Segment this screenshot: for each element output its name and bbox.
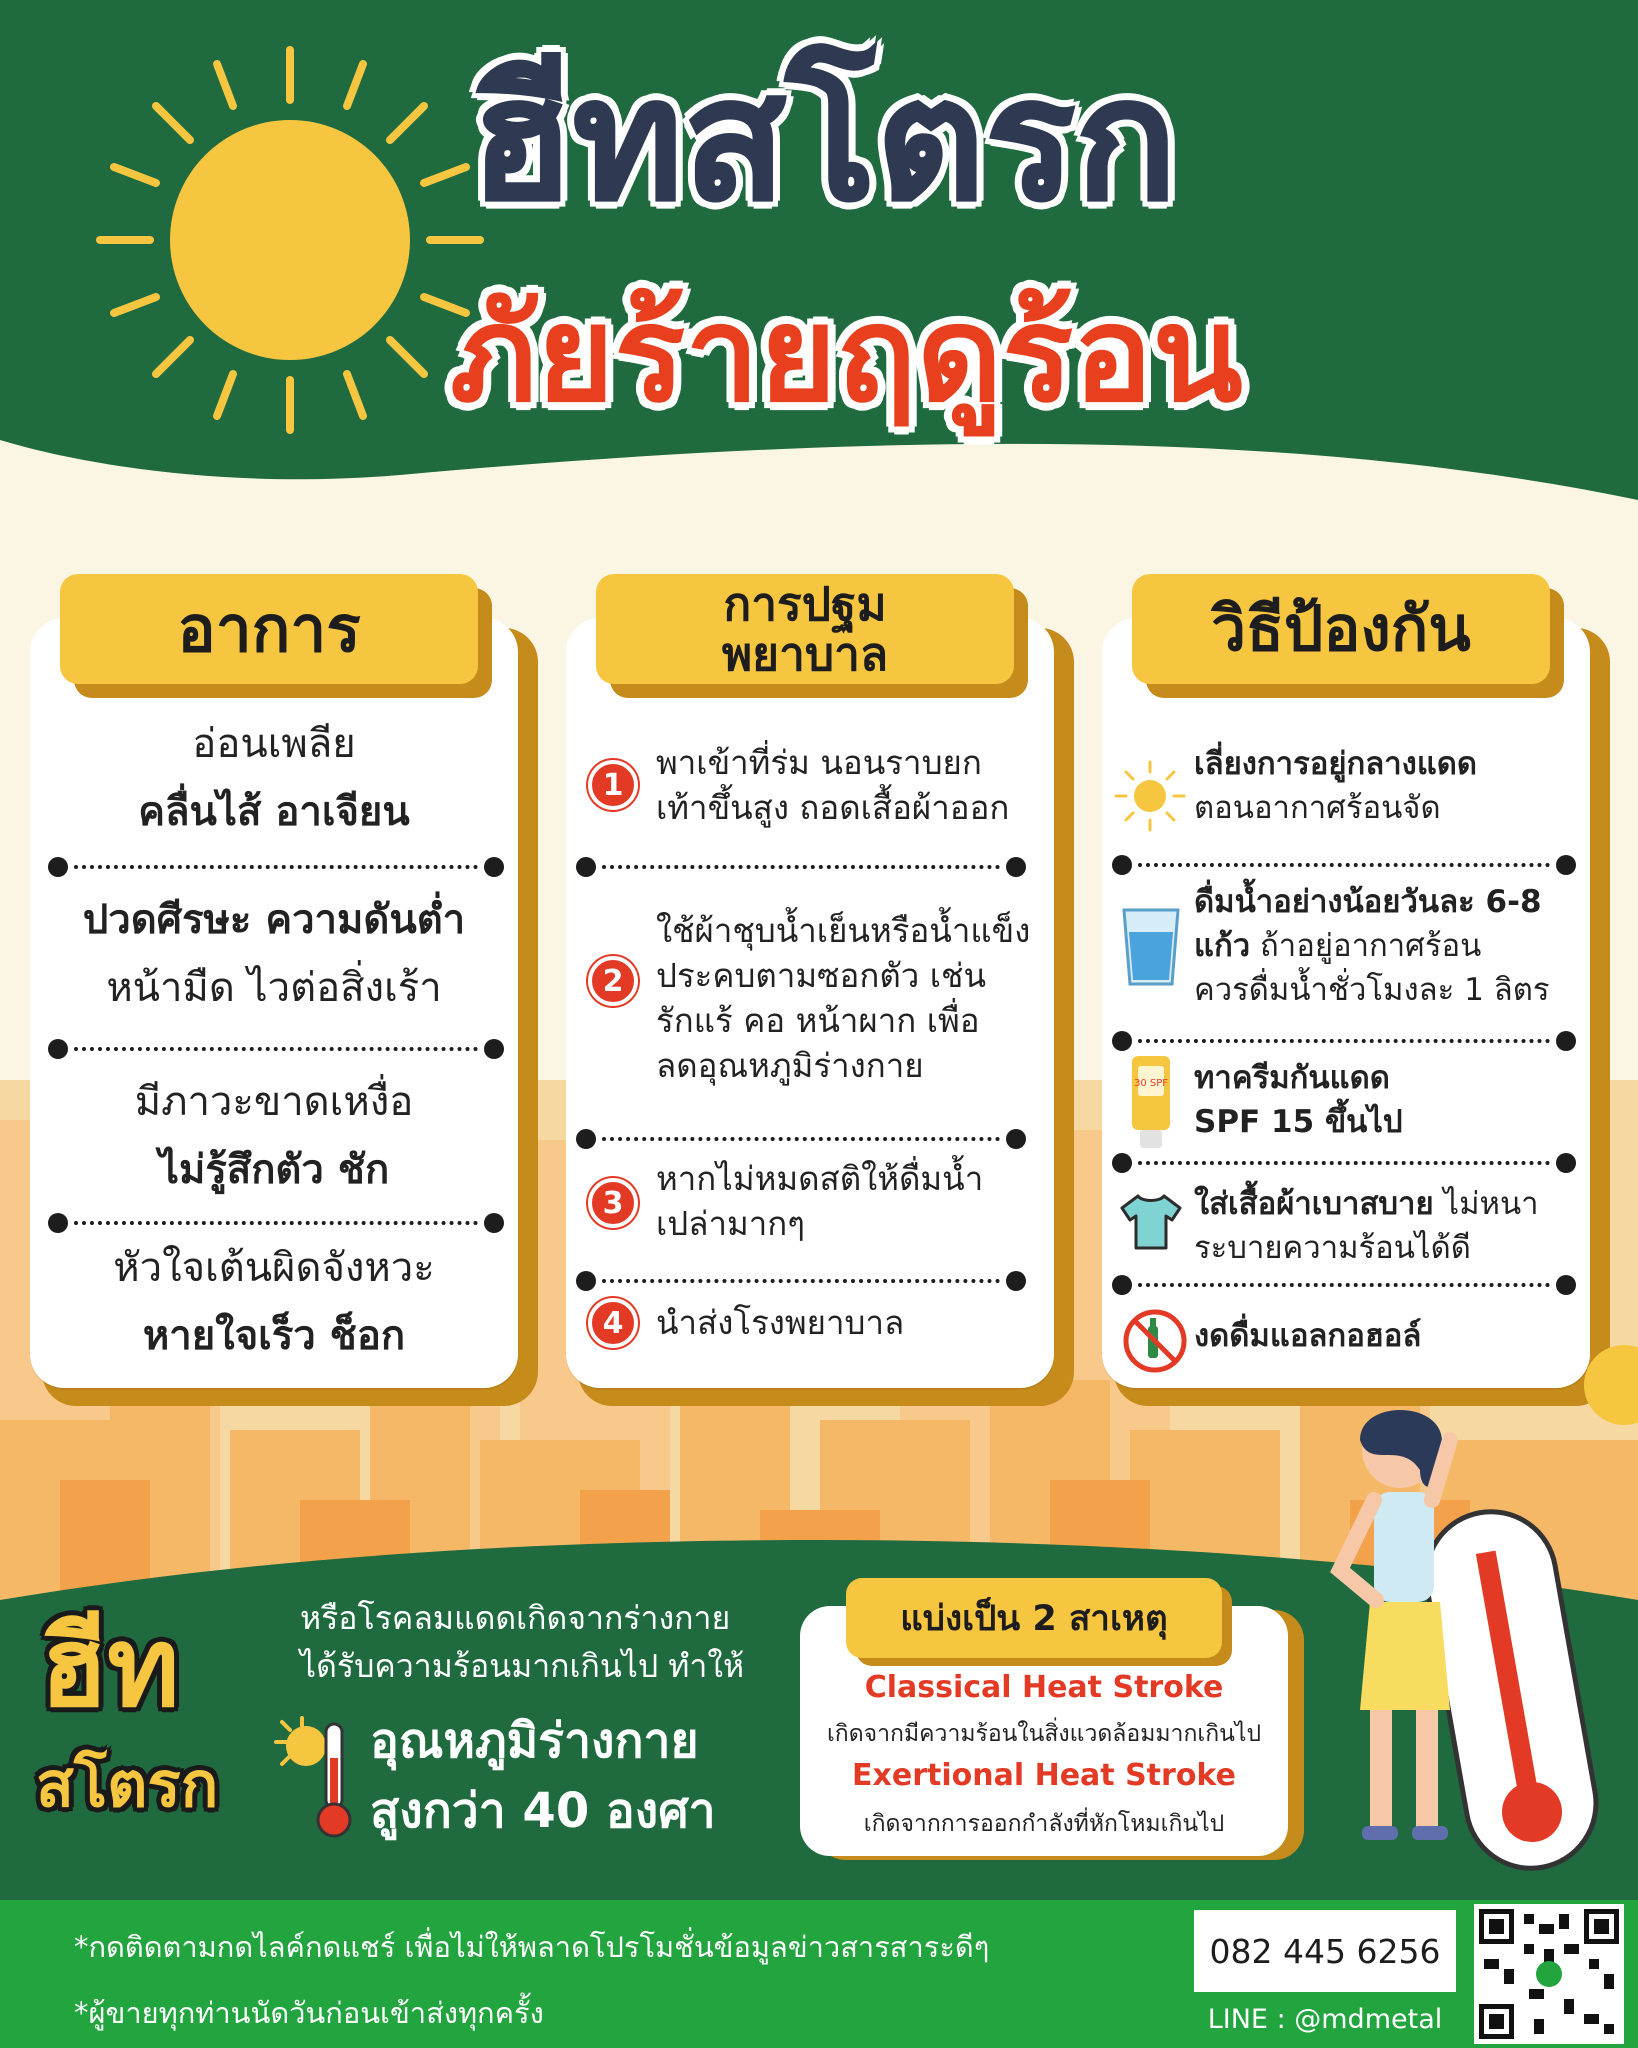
cause-title: Exertional Heat Stroke (852, 1758, 1236, 1793)
symptom-line-bold: หายใจเร็ว ช็อก (142, 1313, 406, 1359)
divider (576, 1128, 1026, 1150)
symptom-group (30, 710, 518, 846)
step-text: หากไม่หมดสติให้ดื่มน้ำ (656, 1159, 984, 1198)
step-number-badge: 4 (588, 1298, 638, 1348)
sunscreen-icon (1128, 1052, 1174, 1152)
step-text: ประคบตามซอกตัว เช่น (656, 956, 987, 995)
temperature-text (370, 1706, 790, 1846)
prevention-item (1194, 880, 1594, 1012)
cause-description: เกิดจากการออกกำลังที่หักโหมเกินไป (863, 1811, 1225, 1837)
divider (576, 856, 1026, 878)
prevention-bold: ดื่มน้ำอย่างน้อยวันละ 6-8 (1194, 884, 1542, 920)
first-aid-step (656, 908, 1056, 1088)
divider (1112, 854, 1576, 876)
prevention-item (1194, 1056, 1584, 1144)
sun-icon (90, 40, 490, 440)
woman-thermometer-illustration (1300, 1380, 1638, 1880)
prevention-text: ตอนอากาศร้อนจัด (1194, 790, 1441, 826)
first-aid-heading-line: พยาบาล (721, 627, 889, 681)
no-alcohol-icon (1122, 1308, 1188, 1374)
symptom-line: มีภาวะขาดเหงื่อ (134, 1079, 414, 1125)
symptom-line-bold: คลื่นไส้ อาเจียน (138, 789, 410, 835)
prevention-bold: ใส่เสื้อผ้าเบาสบาย (1194, 1186, 1434, 1222)
temperature-line: สูงกว่า 40 องศา (370, 1783, 716, 1839)
first-aid-step (656, 1300, 1056, 1345)
footer-note: *ผู้ขายทุกท่านนัดวันก่อนเข้าส่งทุกครั้ง (74, 1996, 544, 2030)
footer-note: *กดติดตามกดไลค์กดแชร์ เพื่อไม่ให้พลาดโปรโมชั่นข้อมูลข่าวสารสาระดีๆ (74, 1930, 990, 1964)
symptom-group (30, 1234, 518, 1370)
first-aid-heading-line: การปฐม (723, 577, 887, 631)
first-aid-step (656, 740, 1056, 830)
step-text: ลดอุณหภูมิร่างกาย (656, 1046, 924, 1085)
divider (48, 856, 504, 878)
prevention-text: ถ้าอยู่อากาศร้อน (1250, 928, 1482, 964)
symptom-line: หัวใจเต้นผิดจังหวะ (113, 1245, 435, 1291)
page-subtitle: ภัยร้ายฤดูร้อน (450, 278, 1243, 432)
line-id[interactable]: LINE : @mdmetal (1207, 2003, 1443, 2035)
symptom-line: อ่อนเพลีย (192, 721, 356, 767)
heat-word: ฮีท (40, 1603, 180, 1731)
description-line: ได้รับความร้อนมากเกินไป ทำให้ (300, 1647, 745, 1685)
cause-title: Classical Heat Stroke (864, 1670, 1224, 1705)
symptom-line: หน้ามืด ไวต่อสิ่งเร้า (106, 965, 442, 1011)
sun-icon (1112, 758, 1188, 834)
symptom-group (30, 886, 518, 1022)
prevention-bold: งดดื่มแอลกอฮอล์ (1194, 1318, 1422, 1354)
prevention-bold: แก้ว (1194, 928, 1251, 964)
divider (576, 1270, 1026, 1292)
prevention-bold: SPF 15 ขึ้นไป (1194, 1104, 1403, 1140)
step-number-badge: 3 (588, 1178, 638, 1228)
step-text: ใช้ผ้าชุบน้ำเย็นหรือน้ำแข็ง (656, 911, 1031, 950)
prevention-item (1194, 1314, 1584, 1358)
water-glass-icon (1120, 906, 1182, 988)
step-text: นำส่งโรงพยาบาล (656, 1303, 905, 1342)
prevention-text: ระบายความร้อนได้ดี (1194, 1230, 1471, 1266)
divider (48, 1038, 504, 1060)
tshirt-icon (1118, 1192, 1184, 1252)
cause-description: เกิดจากมีความร้อนในสิ่งแวดล้อมมากเกินไป (826, 1721, 1262, 1747)
divider (1112, 1030, 1576, 1052)
page-title: ฮีทสโตรก (470, 42, 1178, 238)
first-aid-heading (596, 574, 1014, 684)
phone-number[interactable]: 082 445 6256 (1194, 1910, 1456, 1992)
temperature-line: อุณหภูมิร่างกาย (370, 1713, 699, 1769)
divider (1112, 1274, 1576, 1296)
prevention-bold: เลี่ยงการอยู่กลางแดด (1194, 746, 1478, 782)
step-text: เปล่ามากๆ (656, 1204, 805, 1243)
prevention-item (1194, 1182, 1594, 1270)
step-number-badge: 2 (588, 956, 638, 1006)
step-text: พาเข้าที่ร่ม นอนราบยก (656, 743, 982, 782)
prevention-bold: ทาครีมกันแดด (1194, 1060, 1390, 1096)
stroke-word: สโตรก (36, 1748, 219, 1821)
description-line: หรือโรคลมแดดเกิดจากร่างกาย (300, 1599, 731, 1637)
divider (1112, 1152, 1576, 1174)
prevention-item (1194, 742, 1584, 830)
step-number-badge: 1 (588, 760, 638, 810)
prevention-text: ควรดื่มน้ำชั่วโมงละ 1 ลิตร (1194, 972, 1550, 1008)
thermometer-sun-icon (272, 1712, 372, 1842)
symptom-group (30, 1068, 518, 1204)
symptom-line-bold: ปวดศีรษะ ความดันต่ำ (82, 897, 466, 943)
prevention-heading: วิธีป้องกัน (1132, 574, 1550, 684)
step-text: เท้าขึ้นสูง ถอดเสื้อผ้าออก (656, 788, 1010, 827)
sunscreen-label: 30 SPF (1133, 1078, 1169, 1089)
symptom-line-bold: ไม่รู้สึกตัว ชัก (158, 1147, 390, 1193)
step-text: รักแร้ คอ หน้าผาก เพื่อ (656, 1001, 980, 1040)
symptoms-heading: อาการ (60, 574, 478, 684)
first-aid-step (656, 1156, 1056, 1246)
causes-heading: แบ่งเป็น 2 สาเหตุ (846, 1578, 1222, 1658)
heatstroke-description (300, 1594, 820, 1690)
prevention-text: ไม่หนา (1433, 1186, 1539, 1222)
divider (48, 1212, 504, 1234)
qr-code-icon[interactable] (1474, 1904, 1624, 2044)
